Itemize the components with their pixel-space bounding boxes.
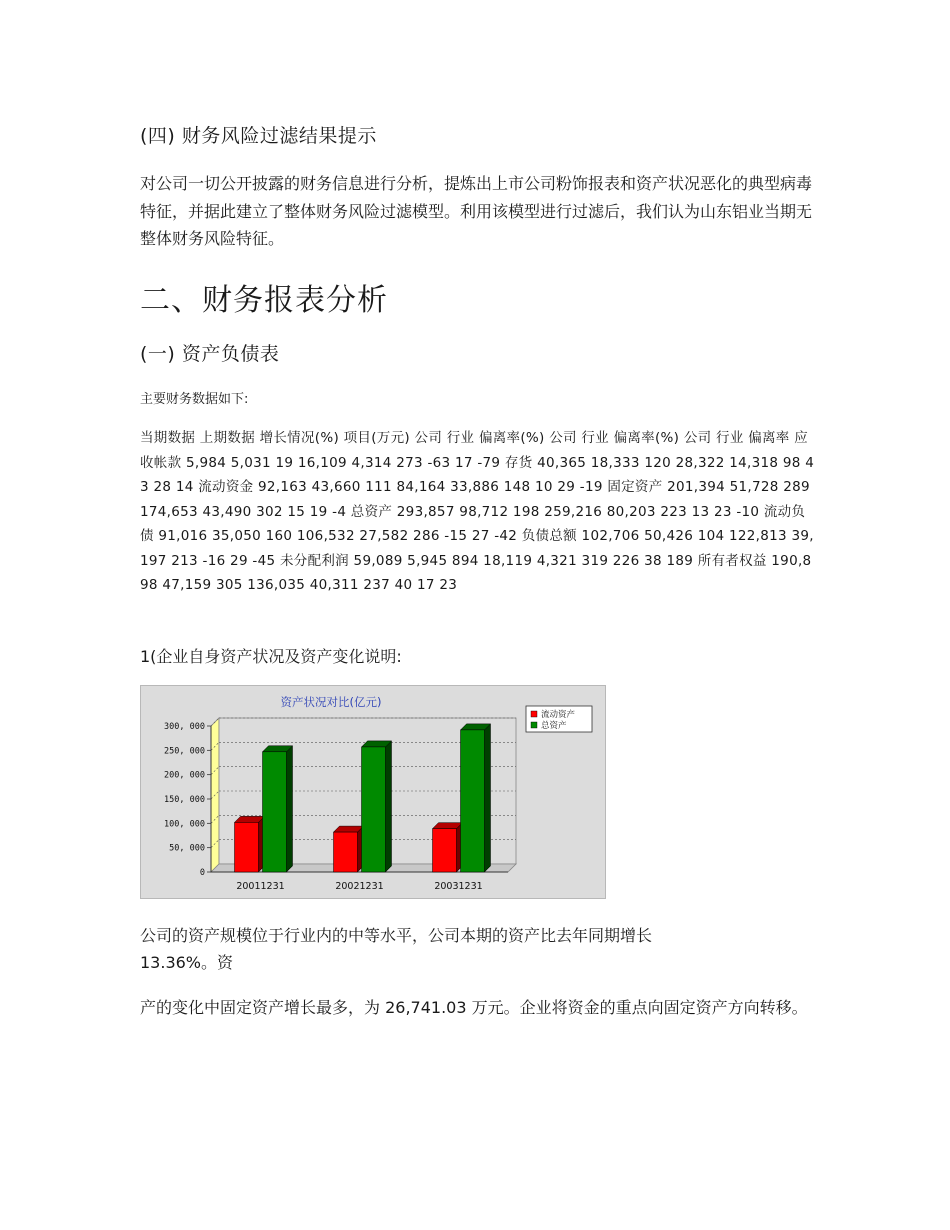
- chart-bar: [362, 747, 386, 872]
- chart-legend-label: 总资产: [541, 721, 567, 731]
- asset-comparison-chart: [140, 685, 606, 899]
- data-intro-text: 主要财务数据如下:: [140, 392, 249, 407]
- chart-x-tick-label: 20011231: [236, 881, 285, 892]
- chart-y-tick-label: 0: [199, 868, 205, 878]
- part-heading-financial-analysis: 二、财务报表分析: [140, 283, 388, 318]
- subsection-heading-asset-status: 1(企业自身资产状况及资产变化说明:: [140, 647, 402, 666]
- chart-y-tick-label: 150, 000: [164, 795, 205, 805]
- chart-x-tick-label: 20031231: [434, 881, 483, 892]
- section-heading-balance-sheet: (一) 资产负债表: [140, 343, 280, 365]
- chart-legend-swatch: [531, 722, 537, 728]
- paragraph-asset-scale-line2: 13.36%。资: [140, 953, 234, 972]
- chart-bar: [334, 832, 358, 872]
- chart-title: 资产状况对比(亿元): [280, 695, 382, 709]
- chart-bar: [235, 822, 259, 872]
- chart-y-tick-label: 250, 000: [164, 746, 205, 757]
- paragraph-asset-scale-line1: 公司的资产规模位于行业内的中等水平，公司本期的资产比去年同期增长: [140, 926, 653, 945]
- chart-bar: [461, 730, 485, 872]
- chart-y-tick-label: 200, 000: [164, 770, 205, 781]
- chart-y-tick-label: 300, 000: [164, 722, 205, 732]
- chart-y-tick-label: 50, 000: [169, 843, 205, 854]
- chart-x-tick-label: 20021231: [335, 881, 384, 892]
- chart-bar-side: [386, 741, 392, 872]
- section-heading-risk-filter: (四) 财务风险过滤结果提示: [140, 125, 377, 147]
- chart-legend-label: 流动资产: [541, 710, 576, 720]
- paragraph-risk-filter: 对公司一切公开披露的财务信息进行分析，提炼出上市公司粉饰报表和资产状况恶化的典型病毒特征，并据此建立了整体财务风险过滤模型。利用该模型进行过滤后，我们认为山东铝业当期无整体财务风险特征。: [140, 174, 813, 248]
- financial-data-block: 当期数据 上期数据 增长情况(%) 项目(万元) 公司 行业 偏离率(%) 公司 行业 偏离率(%) 公司 行业 偏离率 应收帐款 5,984 5,031 19 16,109 4,314 273 -63 17 -79 存货 40,365 18,333 120 28,322 14,318 98 43 28 14 流动资金 92,163 43,660 111 84,164 33,886 148 10 29 -19 固定资产 201,394 51,728 289 174,653 43,490 302 15 19 -4 总资产 293,857 98,712 198 259,216 80,203 223 13 23 -10 流动负债 91,016 35,050 160 106,532 27,582 286 -15 27 -42 负债总额 102,706 50,426 104 122,813 39,197 213 -16 29 -45 未分配利润 59,089 5,945 894 18,119 4,321 319 226 38 189 所有者权益 190,898 47,159 305 136,035 40,311 237 40 17 23: [140, 430, 815, 593]
- chart-bar-side: [287, 746, 293, 872]
- paragraph-asset-change: 产的变化中固定资产增长最多，为 26,741.03 万元。企业将资金的重点向固定资产方向转移。: [140, 998, 808, 1017]
- chart-bar: [263, 752, 287, 872]
- chart-legend-swatch: [531, 711, 537, 717]
- chart-bar-side: [485, 724, 491, 872]
- chart-y-tick-label: 100, 000: [164, 819, 205, 830]
- asset-chart-svg: [141, 686, 605, 898]
- chart-bar: [433, 829, 457, 872]
